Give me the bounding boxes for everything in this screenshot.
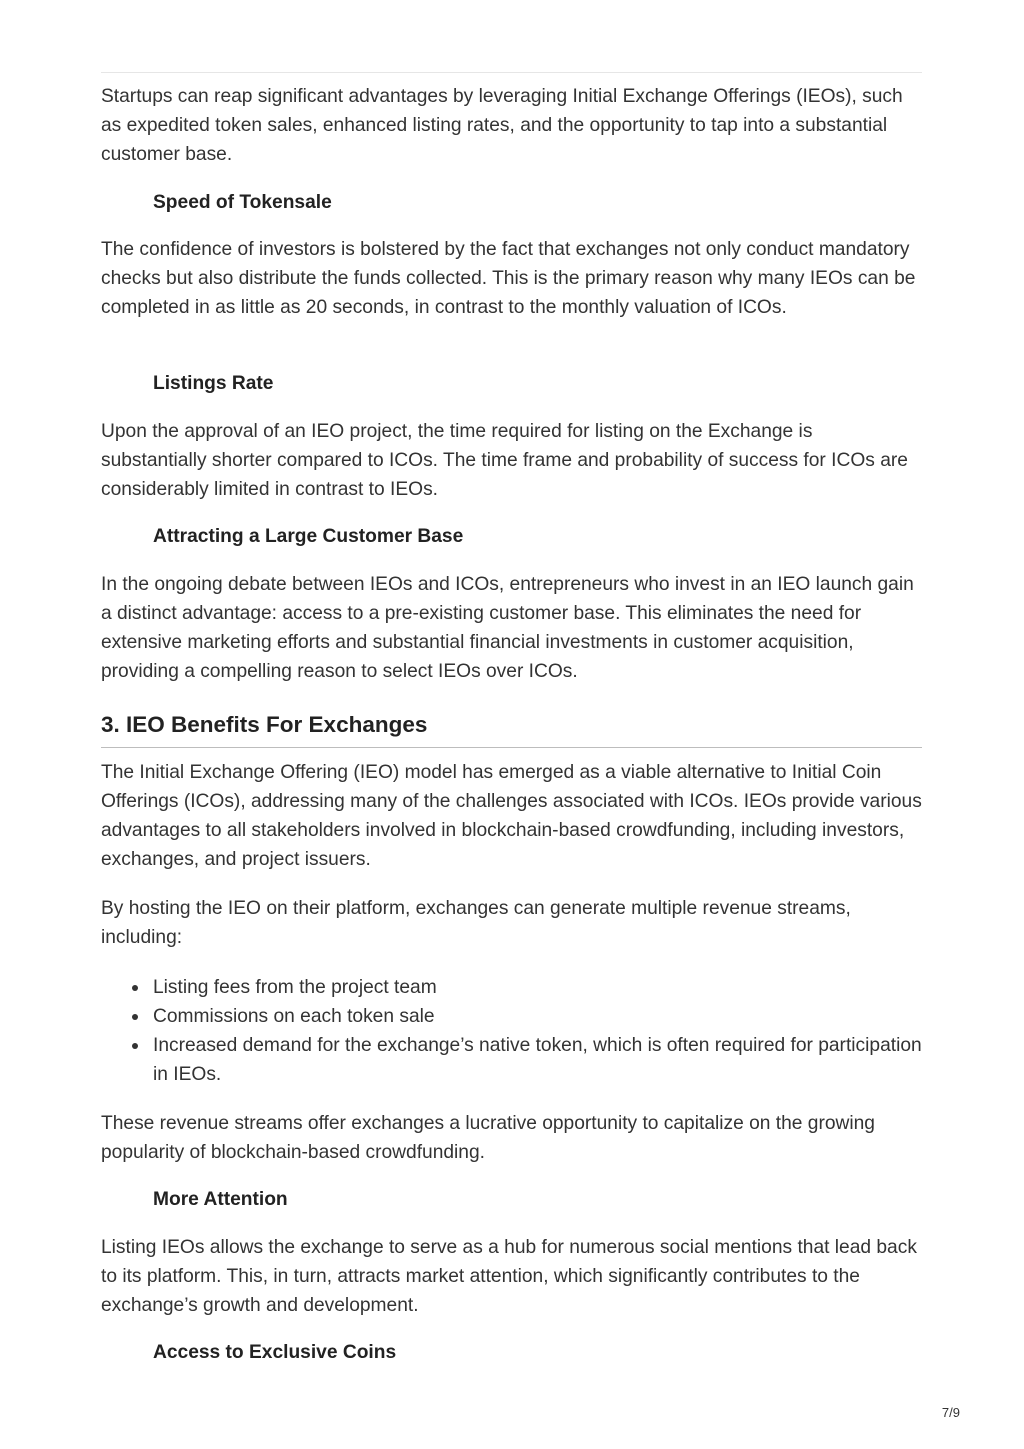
subheading-exclusive-coins: Access to Exclusive Coins <box>153 1342 397 1363</box>
page-number: 7/9 <box>941 1405 960 1420</box>
list-item-text: Listing fees from the project team <box>153 977 437 998</box>
list-item <box>101 1002 922 1031</box>
subheading-customer-base: Attracting a Large Customer Base <box>153 526 464 547</box>
revenue-streams-list <box>101 973 922 1089</box>
bullet-icon <box>132 985 138 991</box>
top-divider <box>101 72 922 73</box>
paragraph-listings-rate: Upon the approval of an IEO project, the time required for listing on the Exchange is substantially shorter compared to ICOs. The time frame and probability of success for ICOs are considerably limited in contrast to IEOs. <box>101 421 908 500</box>
intro-paragraph: Startups can reap significant advantages by leveraging Initial Exchange Offerings (IEOs), such as expedited token sales, enhanced listing rates, and the opportunity to tap into a substantial customer base. <box>101 86 903 165</box>
bullet-icon <box>132 1043 138 1049</box>
paragraph-speed-of-tokensale: The confidence of investors is bolstered by the fact that exchanges not only conduct mandatory checks but also distribute the funds collected. This is the primary reason why many IEOs can be completed in as little as 20 seconds, in contrast to the monthly valuation of ICOs. <box>101 239 916 318</box>
paragraph-more-attention: Listing IEOs allows the exchange to serve as a hub for numerous social mentions that lead back to its platform. This, in turn, attracts market attention, which significantly contributes to the exchange’s growth and development. <box>101 1237 917 1316</box>
list-item <box>101 1031 922 1089</box>
list-item-text: Commissions on each token sale <box>153 1006 435 1027</box>
subheading-more-attention: More Attention <box>153 1189 288 1210</box>
list-item-text: Increased demand for the exchange’s native token, which is often required for participation in IEOs. <box>153 1035 922 1085</box>
paragraph-revenue-summary: These revenue streams offer exchanges a lucrative opportunity to capitalize on the growing popularity of blockchain-based crowdfunding. <box>101 1113 875 1163</box>
subheading-listings-rate: Listings Rate <box>153 373 274 394</box>
paragraph-ieo-model: The Initial Exchange Offering (IEO) model has emerged as a viable alternative to Initial Coin Offerings (ICOs), addressing many of the challenges associated with ICOs. IEOs provide various advantages to all stakeholders involved in blockchain-based crowdfunding, including investors, exchanges, and project issuers. <box>101 762 922 870</box>
bullet-icon <box>132 1014 138 1020</box>
section-heading-exchanges: 3. IEO Benefits For Exchanges <box>101 712 428 737</box>
paragraph-revenue-intro: By hosting the IEO on their platform, exchanges can generate multiple revenue streams, including: <box>101 898 851 948</box>
section-heading-divider <box>101 747 922 748</box>
subheading-speed-of-tokensale: Speed of Tokensale <box>153 192 332 213</box>
paragraph-customer-base: In the ongoing debate between IEOs and ICOs, entrepreneurs who invest in an IEO launch gain a distinct advantage: access to a pre-existing customer base. This eliminates the need for extensive marketing efforts and substantial financial investments in customer acquisition, providing a compelling reason to select IEOs over ICOs. <box>101 574 914 682</box>
list-item <box>101 973 922 1002</box>
